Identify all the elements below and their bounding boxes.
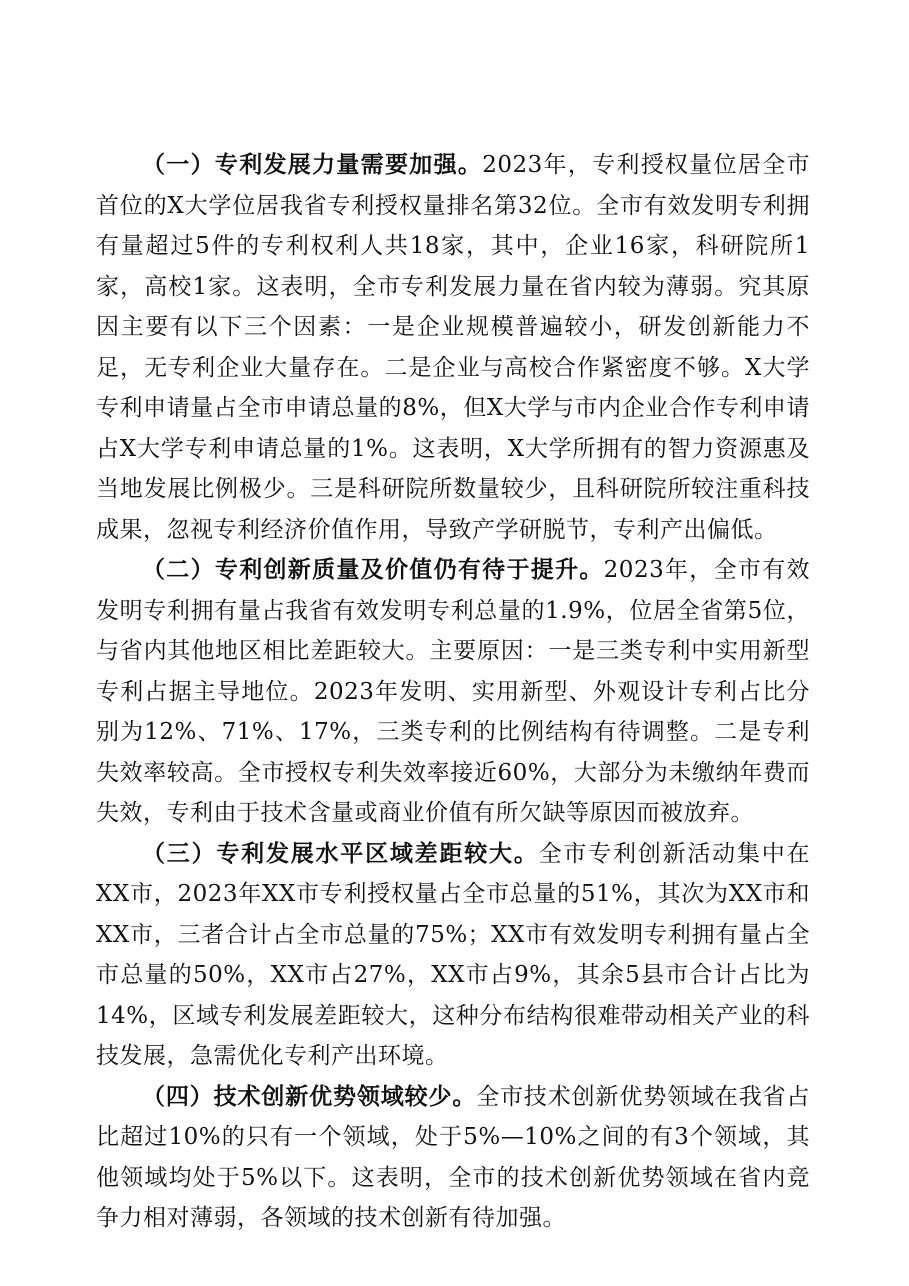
section-2-body: 2023年，全市有效发明专利拥有量占我省有效发明专利总量的1.9%，位居全省第5位，与省内其他地区相比差距较大。主要原因：一是三类专利中实用新型专利占据主导地位。2023年发明、实用新型、外观设计专利占比分别为12%、71%、17%，三类专利的比例结构有待调整。二是专利失效率较高。全市授权专利失效率接近60%，大部分为未缴纳年费而失效，专利由于技术含量或商业价值有所欠缺等原因而被放弃。 [96, 557, 810, 826]
section-2-paragraph [96, 550, 810, 834]
section-3-body: 全市专利创新活动集中在XX市，2023年XX市专利授权量占全市总量的51%，其次为XX市和XX市，三者合计占全市总量的75%；XX市有效发明专利拥有量占全市总量的50%，XX市占27%，XX市占9%，其余5县市合计占比为14%，区域专利发展差距较大，这种分布结构很难带动相关产业的科技发展，急需优化专利产出环境。 [96, 840, 811, 1069]
section-3-heading: （三）专利发展水平区域差距较大。 [142, 839, 539, 867]
section-2-heading: （二）专利创新质量及价值仍有待于提升。 [142, 556, 604, 583]
section-4-heading: （四）技术创新优势领域较少。 [142, 1082, 477, 1110]
section-1-body: 2023年，专利授权量位居全市首位的X大学位居我省专利授权量排名第32位。全市有效发明专利拥有量超过5件的专利权利人共18家，其中，企业16家，科研院所1家，高校1家。这表明，全市专利发展力量在省内较为薄弱。究其原因主要有以下三个因素：一是企业规模普遍较小，研发创新能力不足，无专利企业大量存在。二是企业与高校合作紧密度不够。X大学专利申请量占全市申请总量的8%，但X大学与市内企业合作专利申请占X大学专利申请总量的1%。这表明，X大学所拥有的智力资源惠及当地发展比例极少。三是科研院所数量较少，且科研院所较注重科技成果，忽视专利经济价值作用，导致产学研脱节，专利产出偏低。 [96, 152, 811, 543]
document-page [96, 145, 810, 1239]
section-4-body: 全市技术创新优势领域在我省占比超过10%的只有一个领域，处于5%—10%之间的有3个领域，其他领域均处于5%以下。这表明，全市的技术创新优势领域在省内竞争力相对薄弱，各领域的技术创新有待加强。 [96, 1083, 811, 1231]
section-1-heading: （一）专利发展力量需要加强。 [142, 151, 483, 178]
section-4-paragraph [96, 1077, 810, 1239]
section-1-paragraph [96, 145, 810, 550]
section-3-paragraph [96, 834, 810, 1077]
